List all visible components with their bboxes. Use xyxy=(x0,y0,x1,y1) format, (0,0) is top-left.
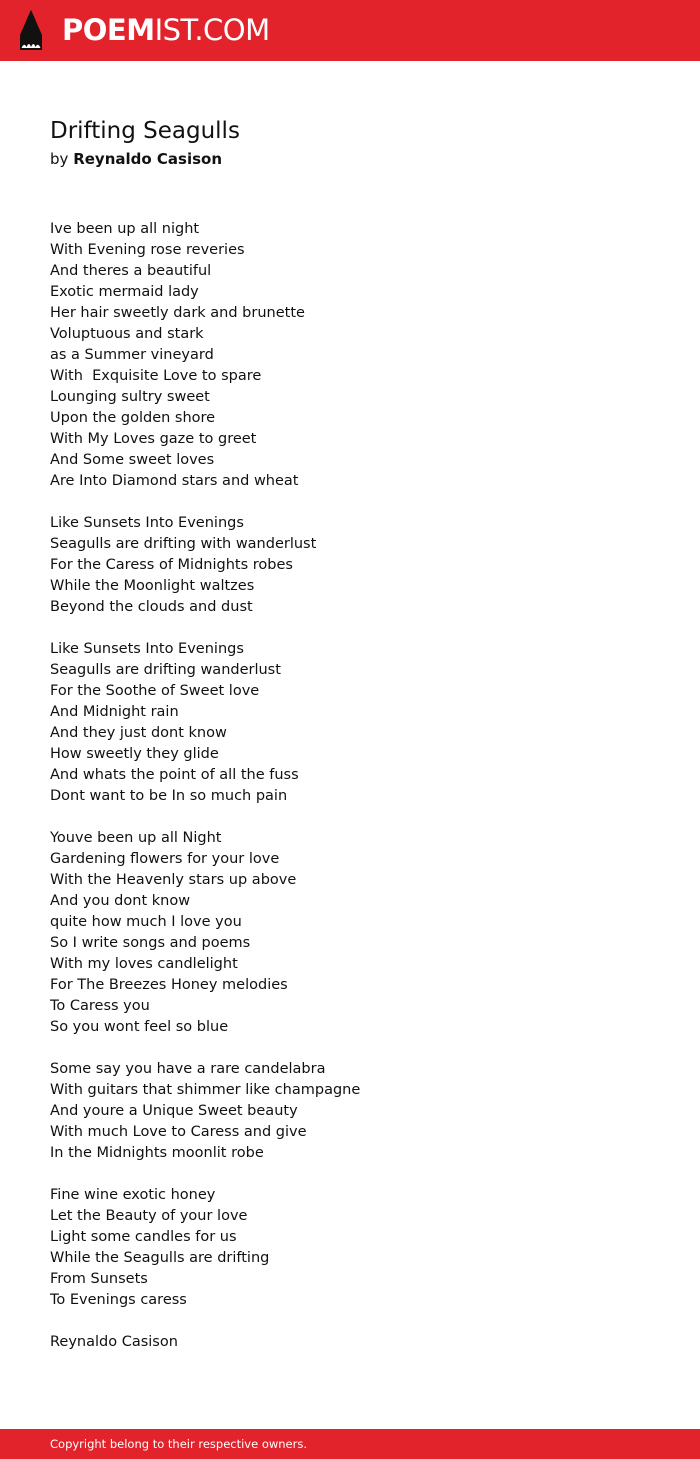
poem-line: quite how much I love you xyxy=(50,914,242,930)
poem-title: Drifting Seagulls xyxy=(50,118,240,144)
poem-line: Are Into Diamond stars and wheat xyxy=(50,473,299,489)
site-footer xyxy=(0,1429,700,1459)
poem-line: And theres a beautiful xyxy=(50,263,212,279)
poem-line: And Midnight rain xyxy=(50,704,179,720)
poem-line: And you dont know xyxy=(50,893,191,909)
site-header xyxy=(0,0,700,61)
poem-line: With My Loves gaze to greet xyxy=(50,431,257,447)
poem-line: For the Soothe of Sweet love xyxy=(50,683,260,699)
poem-line: Let the Beauty of your love xyxy=(50,1208,248,1224)
poem-line: And whats the point of all the fuss xyxy=(50,767,299,783)
poem-line: With the Heavenly stars up above xyxy=(50,872,297,888)
poem-line: Reynaldo Casison xyxy=(50,1334,178,1350)
author-name: Reynaldo Casison xyxy=(73,150,223,168)
poem-body xyxy=(50,219,650,1353)
logo-brand-light: IST.COM xyxy=(154,13,270,47)
pencil-tip-icon[interactable] xyxy=(18,9,44,53)
poem-line: Voluptuous and stark xyxy=(50,326,204,342)
poem-line: With Evening rose reveries xyxy=(50,242,245,258)
poem-line: With guitars that shimmer like champagne xyxy=(50,1082,361,1098)
poem-line: For The Breezes Honey melodies xyxy=(50,977,288,993)
poem-line: For the Caress of Midnights robes xyxy=(50,557,293,573)
poem-line: Exotic mermaid lady xyxy=(50,284,199,300)
poem-line: While the Seagulls are drifting xyxy=(50,1250,270,1266)
poem-line: Gardening flowers for your love xyxy=(50,851,280,867)
poem-line: With much Love to Caress and give xyxy=(50,1124,307,1140)
poem-line: Seagulls are drifting with wanderlust xyxy=(50,536,317,552)
poem-line: Fine wine exotic honey xyxy=(50,1187,216,1203)
poem-line: Beyond the clouds and dust xyxy=(50,599,253,615)
poem-line: Seagulls are drifting wanderlust xyxy=(50,662,281,678)
poem-line: From Sunsets xyxy=(50,1271,148,1287)
poem-line: Light some candles for us xyxy=(50,1229,237,1245)
poem-line: While the Moonlight waltzes xyxy=(50,578,255,594)
stanza-break xyxy=(50,807,650,828)
poem-line: And youre a Unique Sweet beauty xyxy=(50,1103,298,1119)
poem-line: Lounging sultry sweet xyxy=(50,389,210,405)
poem-line: To Caress you xyxy=(50,998,150,1014)
byline-prefix: by xyxy=(50,150,69,168)
stanza-break xyxy=(50,1164,650,1185)
poem-line: Like Sunsets Into Evenings xyxy=(50,515,244,531)
poem-line: as a Summer vineyard xyxy=(50,347,214,363)
poem-line: Dont want to be In so much pain xyxy=(50,788,288,804)
site-logo[interactable] xyxy=(62,12,270,48)
poem-line: Some say you have a rare candelabra xyxy=(50,1061,326,1077)
poem-line: Ive been up all night xyxy=(50,221,200,237)
poem-line: And Some sweet loves xyxy=(50,452,215,468)
stanza-break xyxy=(50,1311,650,1332)
poem-line: So you wont feel so blue xyxy=(50,1019,229,1035)
poem-line: How sweetly they glide xyxy=(50,746,219,762)
poem-line: Youve been up all Night xyxy=(50,830,222,846)
poem-line: With my loves candlelight xyxy=(50,956,238,972)
byline xyxy=(50,148,222,170)
poem-line: Her hair sweetly dark and brunette xyxy=(50,305,305,321)
logo-brand-bold: POEM xyxy=(62,13,155,47)
poem-line: To Evenings caress xyxy=(50,1292,187,1308)
stanza-break xyxy=(50,618,650,639)
stanza-break xyxy=(50,492,650,513)
poem-line: In the Midnights moonlit robe xyxy=(50,1145,264,1161)
stanza-break xyxy=(50,1038,650,1059)
poem-line: With Exquisite Love to spare xyxy=(50,368,262,384)
copyright-notice: Copyright belong to their respective owners. xyxy=(50,1437,308,1451)
poem-line: Like Sunsets Into Evenings xyxy=(50,641,244,657)
poem-line: So I write songs and poems xyxy=(50,935,251,951)
poem-line: And they just dont know xyxy=(50,725,227,741)
poem-line: Upon the golden shore xyxy=(50,410,216,426)
